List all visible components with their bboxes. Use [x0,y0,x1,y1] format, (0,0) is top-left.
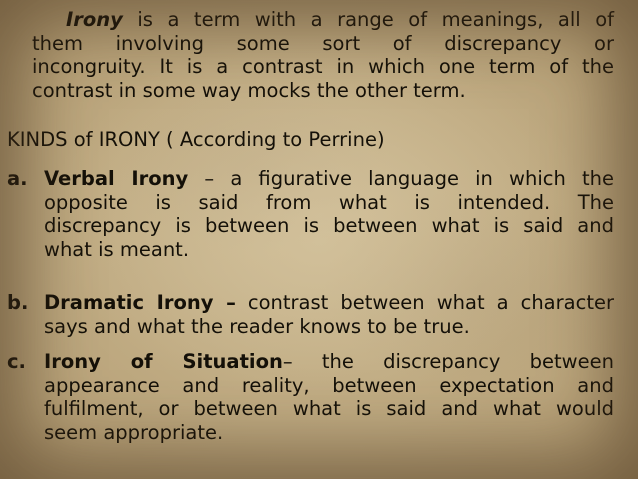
list-marker: a. [7,167,28,190]
intro-line-4: contrast in some way mocks the other term. [32,78,466,102]
intro-line-3: incongruity. It is a contrast in which one term of the [32,55,614,78]
intro-paragraph [32,8,614,102]
item-line-3: fulfilment, or between what is said and what would [44,397,614,420]
intro-line-2: them involving some sort of discrepancy or [32,31,614,55]
kinds-heading: KINDS of IRONY ( According to Perrine) [7,128,385,151]
item-line-1-text: – a figurative language in which the [188,167,614,190]
item-line-4: what is meant. [44,237,190,261]
list-item-dramatic-irony [7,291,614,338]
item-line-1-text: contrast between what a character [235,291,614,314]
item-line-1 [44,167,614,191]
item-line-1-text: – the discrepancy between [282,350,614,373]
list-marker: c. [7,350,26,373]
item-term: Dramatic Irony – [44,291,236,314]
item-line-4: seem appropriate. [44,420,224,444]
item-line-2: opposite is said from what is intended. The [44,190,614,214]
list-item-verbal-irony [7,167,614,261]
item-line-2: says and what the reader knows to be true. [44,314,470,338]
intro-line-1-text: is a term with a range of meanings, all of [122,8,614,31]
list-item-irony-of-situation [7,350,614,444]
list-marker: b. [7,291,29,314]
intro-line-1 [32,8,614,32]
item-line-1 [44,291,614,315]
item-term: Irony of Situation [44,350,283,373]
item-line-2: appearance and reality, between expectation and [44,373,614,397]
item-term: Verbal Irony [44,167,189,190]
irony-term: Irony [66,8,123,31]
item-line-1 [44,350,614,374]
item-line-3: discrepancy is between is between what is said and [44,214,614,237]
